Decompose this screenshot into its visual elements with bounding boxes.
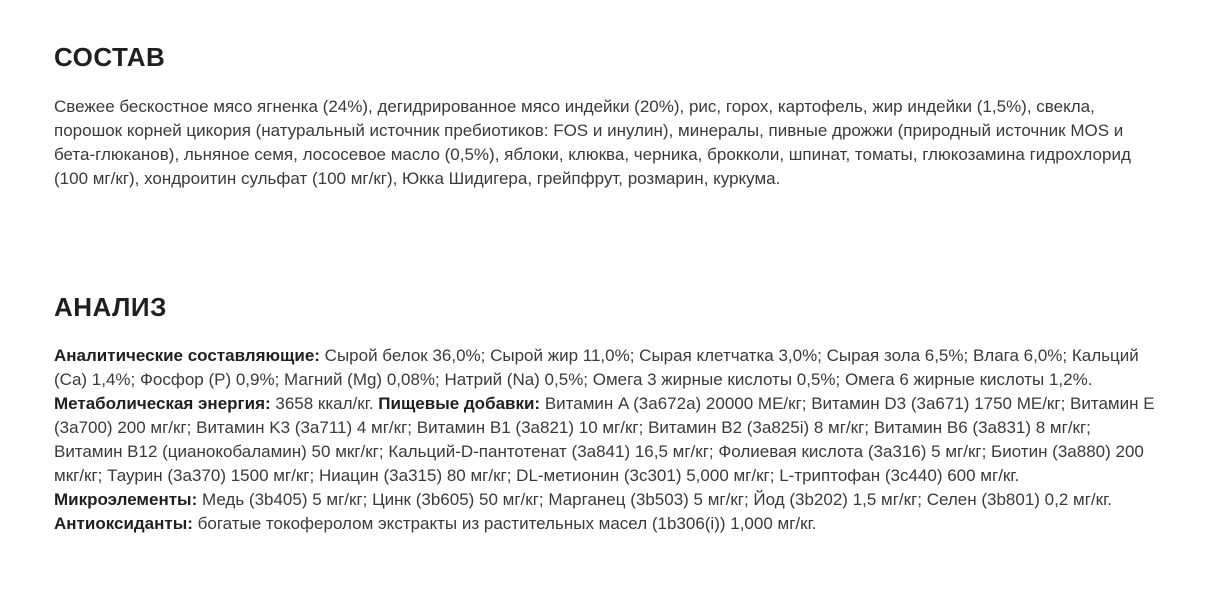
analytical-label: Аналитические составляющие:: [54, 346, 320, 365]
analysis-heading: АНАЛИЗ: [54, 292, 167, 322]
composition-heading: СОСТАВ: [54, 42, 166, 72]
microelements-values: Медь (3b405) 5 мг/кг; Цинк (3b605) 50 мг/кг; Марганец (3b503) 5 мг/кг; Йод (3b202) 1,5 мг/кг; Селен (3b801) 0,2 мг/кг.: [197, 490, 1112, 509]
energy-label: Метаболическая энергия:: [54, 394, 271, 413]
additives-label: Пищевые добавки:: [378, 394, 541, 413]
energy-value: 3658 ккал/кг.: [270, 394, 379, 413]
microelements-label: Микроэлементы:: [54, 490, 198, 509]
antioxidants-label: Антиоксиданты:: [54, 514, 193, 533]
analysis-text: [54, 344, 1164, 536]
analytical-values: Сырой белок 36,0%; Сырой жир 11,0%; Сырая клетчатка 3,0%; Сырая зола 6,5%; Влага 6,0%; Кальций (Ca) 1,4%; Фосфор (P) 0,9%; Магний (Mg) 0,08%; Натрий (Na) 0,5%; Омега 3 жирные кислоты 0,5%; Омега 6 жирные кислоты 1,2%.: [54, 346, 1139, 389]
antioxidants-values: богатые токоферолом экстракты из растительных масел (1b306(i)) 1,000 мг/кг.: [192, 514, 817, 533]
additives-values: Витамин A (3a672a) 20000 МЕ/кг; Витамин D3 (3a671) 1750 МЕ/кг; Витамин E (3a700) 200 мг/кг; Витамин K3 (3a711) 4 мг/кг; Витамин B1 (3a821) 10 мг/кг; Витамин B2 (3a825i) 8 мг/кг; Витамин B6 (3a831) 8 мг/кг; Витамин B12 (цианокобаламин) 50 мкг/кг; Кальций-D-пантотенат (3a841) 16,5 мг/кг; Фолиевая кислота (3a316) 5 мг/кг; Биотин (3a880) 200 мкг/кг; Таурин (3a370) 1500 мг/кг; Ниацин (3a315) 80 мг/кг; DL-метионин (3c301) 5,000 мг/кг; L-триптофан (3c440) 600 мг/кг.: [54, 394, 1155, 485]
composition-text: Свежее бескостное мясо ягненка (24%), дегидрированное мясо индейки (20%), рис, горох, картофель, жир индейки (1,5%), свекла, порошок корней цикория (натуральный источник пребиотиков: FOS и инулин), минералы, пивные дрожжи (природный источник MOS и бета-глюканов), льняное семя, лососевое масло (0,5%), яблоки, клюква, черника, брокколи, шпинат, томаты, глюкозамина гидрохлорид (100 мг/кг), хондроитин сульфат (100 мг/кг), Юкка Шидигера, грейпфрут, розмарин, куркума.: [54, 97, 1131, 188]
